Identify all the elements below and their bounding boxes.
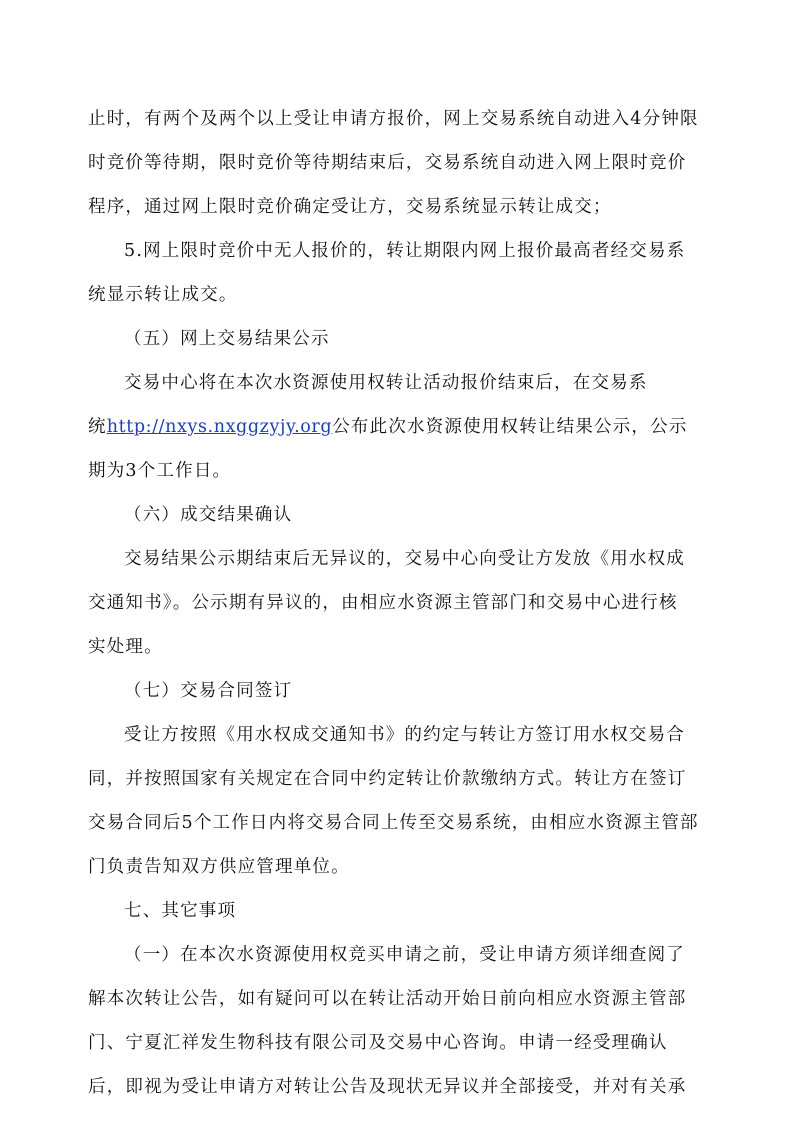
paragraph-line: 实处理。 [88, 637, 163, 657]
line-suffix: 公布此次水资源使用权转让结果公示，公示 [332, 417, 688, 437]
paragraph-line: 解本次转让公告，如有疑问可以在转让活动开始日前向相应水资源主管部 [88, 989, 687, 1009]
paragraph-line: 时竞价等待期，限时竞价等待期结束后，交易系统自动进入网上限时竞价 [88, 153, 687, 173]
section-heading: （七）交易合同签订 [124, 681, 293, 701]
paragraph-line: 5.网上限时竞价中无人报价的，转让期限内网上报价最高者经交易系 [124, 241, 686, 261]
paragraph-line: （一）在本次水资源使用权竞买申请之前，受让申请方须详细查阅了 [124, 945, 685, 965]
paragraph-line: 期为3个工作日。 [88, 461, 232, 481]
section-heading: （六）成交结果确认 [124, 505, 293, 525]
paragraph-line: 程序，通过网上限时竞价确定受让方，交易系统显示转让成交； [88, 197, 612, 217]
paragraph-line-with-link [88, 414, 710, 440]
paragraph-line: 统显示转让成交。 [88, 285, 238, 305]
line-prefix: 统 [88, 417, 107, 437]
paragraph-line: 交易中心将在本次水资源使用权转让活动报价结束后，在交易系 [124, 373, 648, 393]
paragraph-line: 后，即视为受让申请方对转让公告及现状无异议并全部接受，并对有关承 [88, 1077, 687, 1097]
paragraph-line: 同，并按照国家有关规定在合同中约定转让价款缴纳方式。转让方在签订 [88, 769, 687, 789]
system-url-link[interactable]: http://nxys.nxggzyjy.org [106, 417, 333, 437]
paragraph-line: 受让方按照《用水权成交通知书》的约定与转让方签订用水权交易合 [124, 725, 685, 745]
paragraph-line: 交通知书》。公示期有异议的，由相应水资源主管部门和交易中心进行核 [88, 593, 678, 613]
paragraph-line: 门负责告知双方供应管理单位。 [88, 857, 350, 877]
paragraph-line: 交易结果公示期结束后无异议的，交易中心向受让方发放《用水权成 [124, 549, 685, 569]
section-heading: （五）网上交易结果公示 [124, 329, 330, 349]
paragraph-line: 交易合同后5个工作日内将交易合同上传至交易系统，由相应水资源主管部 [88, 813, 699, 833]
paragraph-line: 止时，有两个及两个以上受让申请方报价，网上交易系统自动进入4分钟限 [88, 109, 699, 129]
paragraph-line: 门、宁夏汇祥发生物科技有限公司及交易中心咨询。申请一经受理确认 [88, 1033, 668, 1053]
chapter-heading: 七、其它事项 [124, 901, 237, 921]
